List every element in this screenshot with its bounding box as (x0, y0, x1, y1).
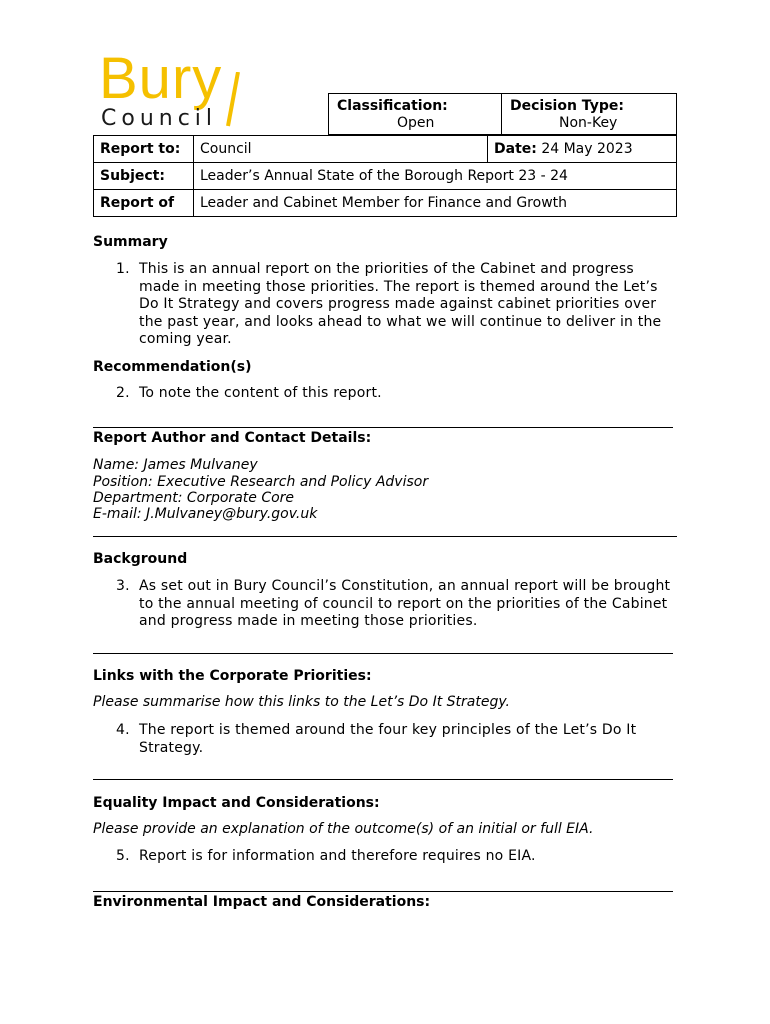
logo-bury-wordmark: Bury (99, 46, 223, 111)
recommendations-heading: Recommendation(s) (93, 359, 252, 375)
author-position: Position: Executive Research and Policy Advisor (93, 474, 429, 490)
background-item-text: As set out in Bury Council’s Constitution, an annual report will be brought to the annual meeting of council to report on the priorities of the Cabinet and progress made in meeting those priorities. (139, 578, 671, 629)
date-label: Date: (494, 141, 537, 157)
recommendations-item-number: 2. (116, 385, 130, 401)
classification-label: Classification: (337, 98, 448, 114)
links-item (116, 722, 674, 757)
report-to-row (94, 136, 677, 163)
author-heading: Report Author and Contact Details: (93, 430, 372, 446)
background-heading: Background (93, 551, 188, 567)
equality-item (116, 848, 674, 866)
summary-item-number: 1. (116, 261, 130, 277)
logo-slash-icon (226, 72, 240, 128)
report-of-label: Report of (94, 190, 194, 217)
report-to-value: Council (194, 136, 488, 163)
report-of-value: Leader and Cabinet Member for Finance and Growth (194, 190, 677, 217)
logo-council-wordmark: Council (101, 106, 218, 131)
divider (93, 536, 677, 537)
report-of-row (94, 190, 677, 217)
author-name: Name: James Mulvaney (93, 457, 258, 473)
equality-heading: Equality Impact and Considerations: (93, 795, 380, 811)
background-item-number: 3. (116, 578, 130, 594)
date-value: 24 May 2023 (541, 141, 633, 157)
divider (93, 891, 673, 892)
links-item-number: 4. (116, 722, 130, 738)
report-to-label: Report to: (94, 136, 194, 163)
subject-value: Leader’s Annual State of the Borough Report 23 - 24 (194, 163, 677, 190)
date-cell (488, 136, 677, 163)
equality-item-text: Report is for information and therefore requires no EIA. (139, 848, 536, 864)
summary-heading: Summary (93, 234, 168, 250)
summary-item-text: This is an annual report on the priorities of the Cabinet and progress made in meeting those priorities. The report is themed around the Let’s Do It Strategy and covers progress made against cabinet priorities over the past year, and looks ahead to what we will continue to deliver in the coming year. (139, 261, 662, 347)
background-item (116, 578, 674, 631)
divider (93, 427, 673, 428)
divider (93, 653, 673, 654)
subject-label: Subject: (94, 163, 194, 190)
links-item-text: The report is themed around the four key principles of the Let’s Do It Strategy. (139, 722, 637, 756)
decision-type-label: Decision Type: (510, 98, 624, 114)
report-meta-table (93, 135, 677, 217)
equality-item-number: 5. (116, 848, 130, 864)
equality-instruction: Please provide an explanation of the outcome(s) of an initial or full EIA. (93, 821, 594, 837)
subject-row (94, 163, 677, 190)
decision-type-value: Non-Key (559, 115, 618, 131)
links-instruction: Please summarise how this links to the Let’s Do It Strategy. (93, 694, 510, 710)
author-email: E-mail: J.Mulvaney@bury.gov.uk (93, 506, 318, 522)
classification-box (328, 93, 501, 135)
decision-type-box (501, 93, 677, 135)
summary-item (116, 261, 674, 349)
environmental-heading: Environmental Impact and Considerations: (93, 894, 431, 910)
classification-value: Open (397, 115, 435, 131)
author-department: Department: Corporate Core (93, 490, 295, 506)
links-heading: Links with the Corporate Priorities: (93, 668, 372, 684)
divider (93, 779, 673, 780)
recommendations-item-text: To note the content of this report. (139, 385, 382, 401)
recommendations-item (116, 385, 674, 403)
